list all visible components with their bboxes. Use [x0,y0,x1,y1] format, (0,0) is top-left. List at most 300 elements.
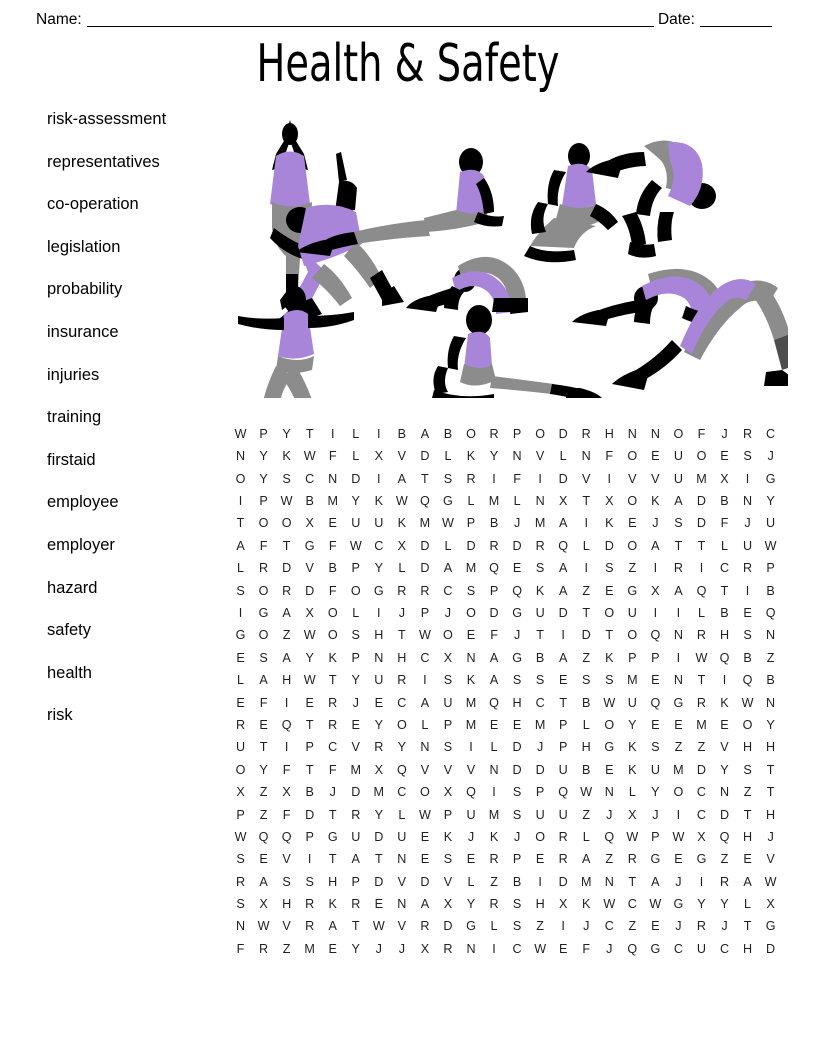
grid-cell[interactable]: J [744,516,751,531]
grid-cell[interactable]: O [420,785,430,800]
grid-cell[interactable]: H [282,673,292,688]
grid-cell[interactable]: E [259,852,268,867]
grid-cell[interactable]: X [282,785,291,800]
grid-cell[interactable]: S [512,807,522,822]
grid-cell[interactable]: R [558,852,568,867]
grid-cell[interactable]: S [651,740,660,755]
grid-cell[interactable]: W [442,516,454,531]
name-write-line[interactable] [87,13,654,27]
grid-cell[interactable]: R [489,538,499,553]
grid-cell[interactable]: D [696,494,707,509]
grid-cell[interactable]: E [374,695,383,710]
grid-cell[interactable]: U [766,516,776,531]
grid-cell[interactable]: P [651,650,660,665]
date-write-line[interactable] [700,13,772,27]
grid-cell[interactable]: R [558,829,568,844]
grid-cell[interactable]: T [282,538,291,553]
grid-cell[interactable]: E [558,941,568,956]
grid-cell[interactable]: W [303,449,316,464]
grid-cell[interactable]: X [605,494,614,509]
grid-cell[interactable]: I [745,583,750,598]
grid-cell[interactable]: D [489,606,499,621]
grid-cell[interactable]: S [282,471,291,486]
grid-cell[interactable]: R [489,426,499,441]
grid-cell[interactable]: R [420,583,430,598]
grid-cell[interactable]: I [722,673,727,688]
grid-cell[interactable]: J [536,740,544,755]
grid-cell[interactable]: Z [582,650,591,665]
grid-cell[interactable]: W [395,494,408,509]
grid-cell[interactable]: S [466,583,476,598]
grid-cell[interactable]: A [420,695,430,710]
grid-cell[interactable]: S [512,673,522,688]
grid-cell[interactable]: A [674,494,683,509]
grid-cell[interactable]: K [605,516,614,531]
grid-cell[interactable]: W [257,919,270,934]
grid-cell[interactable]: G [466,919,476,934]
grid-cell[interactable]: A [489,673,499,688]
grid-cell[interactable]: A [489,650,499,665]
grid-cell[interactable]: K [582,897,591,912]
grid-cell[interactable]: U [696,941,707,956]
grid-cell[interactable]: E [674,717,683,732]
grid-cell[interactable]: V [443,874,453,889]
grid-cell[interactable]: F [328,762,337,777]
grid-cell[interactable]: I [676,650,681,665]
grid-cell[interactable]: O [443,628,453,643]
grid-cell[interactable]: T [305,717,314,732]
grid-cell[interactable]: X [651,583,660,598]
grid-cell[interactable]: V [628,471,637,486]
grid-cell[interactable]: A [236,538,245,553]
grid-cell[interactable]: N [604,785,614,800]
grid-cell[interactable]: G [443,494,453,509]
grid-cell[interactable]: J [583,919,590,934]
grid-cell[interactable]: Y [259,449,268,464]
grid-cell[interactable]: O [258,583,269,598]
grid-cell[interactable]: K [466,449,476,464]
grid-cell[interactable]: I [377,426,381,441]
grid-cell[interactable]: O [673,426,684,441]
grid-cell[interactable]: O [235,471,246,486]
grid-cell[interactable]: U [743,538,753,553]
grid-cell[interactable]: S [605,561,614,576]
grid-cell[interactable]: D [305,807,315,822]
word-list-item[interactable]: employer [47,535,115,554]
grid-cell[interactable]: V [397,874,407,889]
grid-cell[interactable]: S [535,561,545,576]
grid-cell[interactable]: G [512,606,522,621]
grid-cell[interactable]: U [558,762,568,777]
grid-cell[interactable]: N [235,919,246,934]
grid-cell[interactable]: P [236,807,245,822]
grid-cell[interactable]: B [443,426,453,441]
grid-cell[interactable]: X [305,606,314,621]
grid-cell[interactable]: B [766,673,775,688]
grid-cell[interactable]: S [535,673,545,688]
grid-cell[interactable]: R [420,919,430,934]
grid-cell[interactable]: D [305,583,315,598]
grid-cell[interactable]: N [650,426,660,441]
grid-cell[interactable]: X [628,807,637,822]
grid-cell[interactable]: D [512,762,522,777]
grid-cell[interactable]: E [328,941,337,956]
grid-cell[interactable]: A [259,673,268,688]
grid-cell[interactable]: F [720,516,729,531]
grid-cell[interactable]: S [443,673,453,688]
grid-cell[interactable]: Y [720,762,729,777]
word-list-item[interactable]: employee [47,493,119,512]
grid-cell[interactable]: P [512,852,522,867]
grid-cell[interactable]: I [584,516,588,531]
grid-cell[interactable]: G [235,628,246,643]
grid-cell[interactable]: F [328,449,337,464]
grid-cell[interactable]: P [628,650,637,665]
grid-cell[interactable]: O [350,583,361,598]
grid-cell[interactable]: P [420,606,430,621]
grid-cell[interactable]: S [743,762,752,777]
grid-cell[interactable]: I [492,785,496,800]
grid-cell[interactable]: T [421,471,429,486]
grid-cell[interactable]: J [444,606,452,621]
grid-cell[interactable]: J [721,426,728,441]
grid-cell[interactable]: D [719,807,730,822]
grid-cell[interactable]: K [628,762,637,777]
grid-cell[interactable]: C [512,941,522,956]
grid-cell[interactable]: S [259,650,268,665]
grid-cell[interactable]: F [582,941,591,956]
grid-cell[interactable]: B [582,762,591,777]
grid-cell[interactable]: S [443,471,453,486]
grid-cell[interactable]: I [607,471,612,486]
grid-cell[interactable]: T [697,538,706,553]
grid-cell[interactable]: Y [489,449,499,464]
grid-cell[interactable]: P [305,829,314,844]
grid-cell[interactable]: A [443,561,453,576]
grid-cell[interactable]: D [512,740,522,755]
grid-cell[interactable]: C [443,583,453,598]
grid-cell[interactable]: G [304,538,315,553]
grid-cell[interactable]: O [258,628,269,643]
grid-cell[interactable]: A [743,874,752,889]
grid-cell[interactable]: L [444,538,452,553]
grid-cell[interactable]: Z [536,919,544,934]
grid-cell[interactable]: U [673,449,683,464]
grid-cell[interactable]: B [720,606,729,621]
grid-cell[interactable]: L [352,449,360,464]
grid-cell[interactable]: D [420,449,430,464]
grid-cell[interactable]: P [443,807,453,822]
grid-cell[interactable]: R [259,941,269,956]
grid-cell[interactable]: E [720,449,729,464]
grid-cell[interactable]: M [419,516,431,531]
grid-cell[interactable]: K [328,897,337,912]
grid-cell[interactable]: T [398,628,406,643]
grid-cell[interactable]: H [535,897,545,912]
grid-cell[interactable]: E [651,449,660,464]
grid-cell[interactable]: O [673,785,684,800]
grid-cell[interactable]: L [421,717,429,732]
grid-cell[interactable]: B [535,650,545,665]
grid-cell[interactable]: R [328,717,338,732]
grid-cell[interactable]: H [581,740,591,755]
grid-cell[interactable]: T [582,494,591,509]
grid-cell[interactable]: U [397,829,407,844]
grid-cell[interactable]: Y [351,941,360,956]
grid-cell[interactable]: T [720,583,729,598]
grid-cell[interactable]: R [235,874,246,889]
grid-cell[interactable]: Q [719,650,730,665]
grid-cell[interactable]: N [627,426,637,441]
grid-cell[interactable]: G [327,829,338,844]
grid-cell[interactable]: F [282,807,291,822]
grid-cell[interactable]: T [305,762,314,777]
grid-cell[interactable]: J [513,829,521,844]
grid-cell[interactable]: Z [490,874,498,889]
grid-cell[interactable]: N [535,494,545,509]
grid-cell[interactable]: L [744,897,752,912]
grid-cell[interactable]: G [673,695,684,710]
grid-cell[interactable]: C [397,785,407,800]
grid-cell[interactable]: B [743,650,752,665]
grid-cell[interactable]: R [489,897,499,912]
grid-cell[interactable]: R [374,740,384,755]
grid-cell[interactable]: U [627,695,637,710]
grid-cell[interactable]: J [652,807,659,822]
grid-cell[interactable]: L [513,494,521,509]
grid-cell[interactable]: R [466,471,476,486]
grid-cell[interactable]: N [374,650,384,665]
grid-cell[interactable]: S [512,897,522,912]
grid-cell[interactable]: C [696,807,707,822]
grid-cell[interactable]: E [466,852,476,867]
grid-cell[interactable]: C [374,538,384,553]
grid-cell[interactable]: A [651,538,660,553]
grid-cell[interactable]: K [397,516,407,531]
grid-cell[interactable]: X [259,897,268,912]
grid-cell[interactable]: R [696,695,707,710]
grid-cell[interactable]: J [606,807,613,822]
grid-cell[interactable]: G [258,606,269,621]
grid-cell[interactable]: J [767,449,774,464]
grid-cell[interactable]: V [720,740,729,755]
grid-cell[interactable]: D [282,561,292,576]
grid-cell[interactable]: Q [719,829,730,844]
grid-cell[interactable]: M [465,695,477,710]
grid-cell[interactable]: Z [259,807,268,822]
grid-cell[interactable]: U [466,807,476,822]
grid-cell[interactable]: N [581,449,591,464]
grid-cell[interactable]: I [377,471,381,486]
grid-cell[interactable]: E [605,762,614,777]
grid-cell[interactable]: K [328,650,337,665]
grid-cell[interactable]: B [766,583,775,598]
grid-cell[interactable]: A [674,583,683,598]
grid-cell[interactable]: L [559,449,567,464]
word-list-item[interactable]: firstaid [47,450,96,469]
grid-cell[interactable]: C [696,785,707,800]
grid-cell[interactable]: L [237,673,245,688]
grid-cell[interactable]: Q [466,785,476,800]
grid-cell[interactable]: G [673,897,684,912]
grid-cell[interactable]: I [284,695,289,710]
grid-cell[interactable]: R [259,561,269,576]
grid-cell[interactable]: Z [697,740,706,755]
grid-cell[interactable]: R [305,919,315,934]
grid-cell[interactable]: A [282,650,291,665]
grid-cell[interactable]: R [743,426,753,441]
grid-cell[interactable]: D [420,561,430,576]
grid-cell[interactable]: A [651,874,660,889]
grid-cell[interactable]: L [490,740,498,755]
grid-cell[interactable]: I [492,941,496,956]
grid-cell[interactable]: G [650,852,661,867]
word-search-grid[interactable] [229,423,777,960]
grid-cell[interactable]: I [676,606,681,621]
grid-cell[interactable]: T [605,628,614,643]
grid-cell[interactable]: V [397,919,407,934]
grid-cell[interactable]: M [627,673,638,688]
grid-cell[interactable]: A [351,852,360,867]
grid-cell[interactable]: X [236,785,245,800]
grid-cell[interactable]: T [628,874,637,889]
grid-cell[interactable]: L [398,807,406,822]
grid-cell[interactable]: S [305,874,314,889]
grid-cell[interactable]: Z [674,740,683,755]
grid-cell[interactable]: I [307,852,312,867]
grid-cell[interactable]: H [282,897,292,912]
grid-cell[interactable]: X [558,494,568,509]
grid-cell[interactable]: R [328,695,338,710]
grid-cell[interactable]: C [719,561,730,576]
grid-cell[interactable]: P [535,785,545,800]
grid-cell[interactable]: O [627,628,638,643]
grid-cell[interactable]: W [649,897,662,912]
grid-cell[interactable]: P [259,494,268,509]
grid-cell[interactable]: J [767,829,774,844]
grid-cell[interactable]: I [653,561,658,576]
grid-cell[interactable]: F [697,426,706,441]
grid-cell[interactable]: R [696,919,707,934]
grid-cell[interactable]: V [582,471,591,486]
grid-cell[interactable]: S [236,897,245,912]
grid-cell[interactable]: C [604,919,614,934]
grid-cell[interactable]: W [626,829,639,844]
grid-cell[interactable]: E [328,516,337,531]
grid-cell[interactable]: W [534,941,547,956]
grid-cell[interactable]: Q [604,829,615,844]
grid-cell[interactable]: Y [628,717,637,732]
grid-cell[interactable]: I [238,606,243,621]
grid-cell[interactable]: A [558,650,568,665]
grid-cell[interactable]: E [628,516,637,531]
grid-cell[interactable]: Y [282,426,291,441]
grid-cell[interactable]: Q [558,538,569,553]
grid-cell[interactable]: R [397,673,407,688]
grid-cell[interactable]: C [420,650,430,665]
grid-cell[interactable]: D [420,874,430,889]
grid-cell[interactable]: Z [766,650,775,665]
grid-cell[interactable]: T [259,740,268,755]
grid-cell[interactable]: O [258,516,269,531]
grid-cell[interactable]: T [536,628,544,643]
grid-cell[interactable]: E [651,919,660,934]
grid-cell[interactable]: O [327,606,338,621]
grid-cell[interactable]: O [535,829,546,844]
word-list-item[interactable]: legislation [47,237,121,256]
grid-cell[interactable]: G [765,919,776,934]
grid-cell[interactable]: S [282,874,291,889]
grid-cell[interactable]: Q [281,829,292,844]
grid-cell[interactable]: L [697,606,705,621]
grid-cell[interactable]: N [719,785,730,800]
grid-cell[interactable]: M [373,785,385,800]
grid-cell[interactable]: X [766,897,775,912]
grid-cell[interactable]: W [764,874,777,889]
grid-cell[interactable]: E [743,606,752,621]
grid-cell[interactable]: I [676,807,681,822]
grid-cell[interactable]: A [582,852,591,867]
grid-cell[interactable]: A [397,471,407,486]
grid-cell[interactable]: G [650,941,661,956]
grid-cell[interactable]: D [558,874,568,889]
grid-cell[interactable]: Q [489,561,499,576]
grid-cell[interactable]: Q [489,695,499,710]
grid-cell[interactable]: P [512,426,522,441]
grid-cell[interactable]: D [558,606,568,621]
grid-cell[interactable]: R [282,583,292,598]
grid-cell[interactable]: K [443,829,453,844]
grid-cell[interactable]: F [259,538,268,553]
grid-cell[interactable]: O [742,717,753,732]
word-list-item[interactable]: safety [47,621,92,640]
grid-cell[interactable]: A [420,426,430,441]
grid-cell[interactable]: D [581,628,591,643]
grid-cell[interactable]: J [467,829,475,844]
grid-cell[interactable]: C [766,426,776,441]
grid-cell[interactable]: I [538,874,542,889]
grid-cell[interactable]: L [467,494,475,509]
grid-cell[interactable]: D [696,762,707,777]
grid-cell[interactable]: D [766,941,776,956]
grid-cell[interactable]: I [538,471,542,486]
grid-cell[interactable]: L [467,874,475,889]
grid-cell[interactable]: T [328,852,337,867]
grid-cell[interactable]: X [697,829,706,844]
grid-cell[interactable]: B [328,561,337,576]
grid-cell[interactable]: J [398,941,405,956]
grid-cell[interactable]: W [303,673,316,688]
grid-cell[interactable]: H [766,807,776,822]
word-list-item[interactable]: co-operation [47,195,139,214]
grid-cell[interactable]: F [328,538,337,553]
grid-cell[interactable]: A [558,583,568,598]
grid-cell[interactable]: D [374,874,384,889]
grid-cell[interactable]: C [397,695,407,710]
grid-cell[interactable]: Y [466,897,476,912]
grid-cell[interactable]: M [327,494,338,509]
grid-cell[interactable]: Y [259,762,268,777]
grid-cell[interactable]: S [351,628,360,643]
grid-cell[interactable]: M [580,874,592,889]
grid-cell[interactable]: R [581,426,591,441]
grid-cell[interactable]: Y [374,807,383,822]
grid-cell[interactable]: P [651,829,660,844]
grid-cell[interactable]: P [443,717,453,732]
grid-cell[interactable]: I [492,471,496,486]
grid-cell[interactable]: L [628,785,636,800]
grid-cell[interactable]: K [651,494,660,509]
